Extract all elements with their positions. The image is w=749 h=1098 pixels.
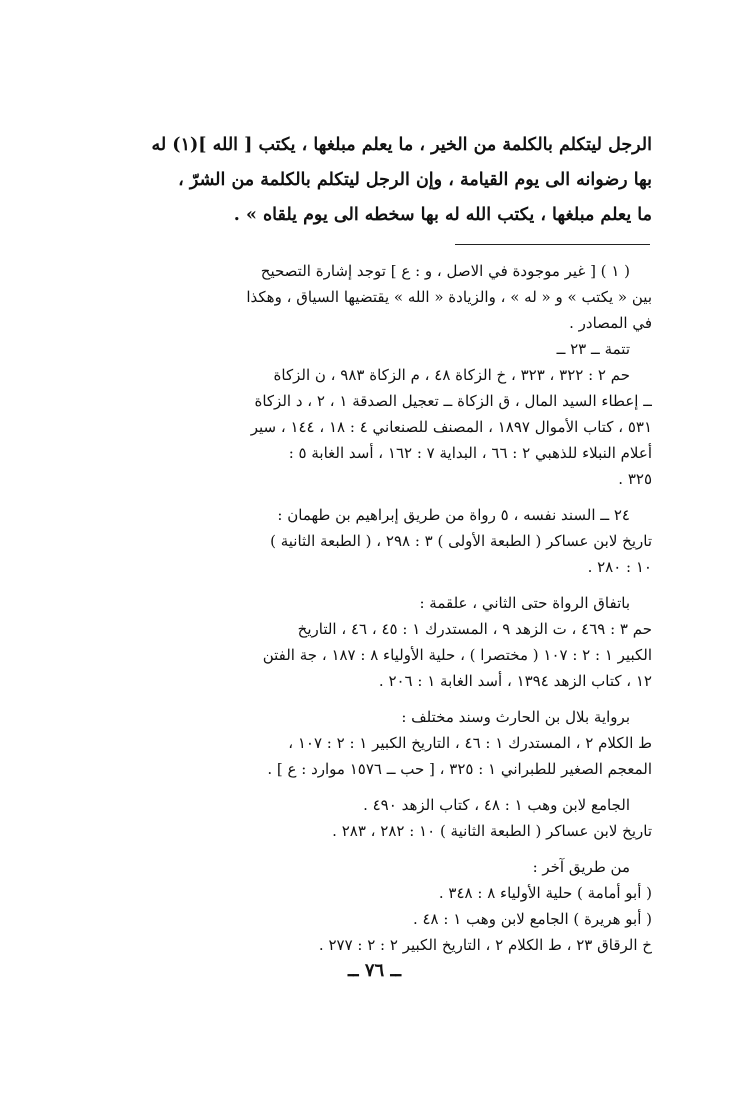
reference-line: برواية بلال بن الحارث وسند مختلف : [401, 708, 630, 726]
reference-group [130, 854, 652, 958]
reference-line: تاريخ لابن عساكر ( الطبعة الأولى ) ٣ : ٢٩٨ ، ( الطبعة الثانية ) [270, 532, 652, 550]
reference-group [130, 502, 652, 580]
main-line: الرجل ليتكلم بالكلمة من الخير ، ما يعلم مبلغها ، يكتب [ الله ](١) له [151, 135, 652, 155]
reference-group [130, 792, 652, 844]
page-number: ــ ٧٦ ــ [348, 960, 401, 981]
reference-line: ( أبو أمامة ) حلية الأولياء ٨ : ٣٤٨ . [438, 884, 652, 902]
notes-section [130, 258, 652, 958]
reference-line: حم ٣ : ٤٦٩ ، ت الزهد ٩ ، المستدرك ١ : ٤٥ ، ٤٦ ، التاريخ [297, 620, 652, 638]
footnote-separator [455, 244, 650, 245]
reference-line: ١٠ : ٢٨٠ . [587, 558, 652, 576]
reference-line: ١٢ ، كتاب الزهد ١٣٩٤ ، أسد الغابة ١ : ٢٠٦ . [378, 672, 652, 690]
reference-line: ط الكلام ٢ ، المستدرك ١ : ٤٦ ، التاريخ الكبير ١ : ٢ : ١٠٧ ، [288, 734, 652, 752]
reference-line: حم ٢ : ٣٢٢ ، ٣٢٣ ، خ الزكاة ٤٨ ، م الزكاة ٩٨٣ ، ن الزكاة [273, 366, 630, 384]
reference-line: المعجم الصغير للطبراني ١ : ٣٢٥ ، [ حب ــ ١٥٧٦ موارد : ع ] . [267, 760, 652, 778]
reference-line: ــ إعطاء السيد المال ، ق الزكاة ــ تعجيل الصدقة ١ ، ٢ ، د الزكاة [254, 392, 652, 410]
reference-group [130, 704, 652, 782]
main-line: بها رضوانه الى يوم القيامة ، وإن الرجل ليتكلم بالكلمة من الشرّ ، [178, 170, 652, 190]
reference-line: باتفاق الرواة حتى الثاني ، علقمة : [419, 594, 630, 612]
reference-line: تاريخ لابن عساكر ( الطبعة الثانية ) ١٠ : ٢٨٢ ، ٢٨٣ . [332, 822, 652, 840]
reference-line: أعلام النبلاء للذهبي ٢ : ٦٦ ، البداية ٧ : ١٦٢ ، أسد الغابة ٥ : [288, 444, 652, 462]
footnote [130, 258, 652, 336]
main-line: ما يعلم مبلغها ، يكتب الله له بها سخطه الى يوم يلقاه » . [233, 205, 652, 225]
reference-line: ٢٤ ــ السند نفسه ، ٥ رواة من طريق إبراهيم بن طهمان : [277, 506, 630, 524]
footnote-line: في المصادر . [569, 314, 652, 332]
reference-line: خ الرقاق ٢٣ ، ط الكلام ٢ ، التاريخ الكبير ٢ : ٢ : ٢٧٧ . [318, 936, 652, 954]
reference-group [130, 362, 652, 492]
reference-line: ٣٢٥ . [618, 470, 652, 488]
main-text [130, 128, 652, 233]
footnote-line: بين « يكتب » و « له » ، والزيادة « الله » يقتضيها السياق ، وهكذا [246, 288, 652, 306]
footnote-line: ( ١ ) [ غير موجودة في الاصل ، و : ع ] توجد إشارة التصحيح [260, 262, 630, 280]
reference-line: الكبير ١ : ٢ : ١٠٧ ( مختصرا ) ، حلية الأولياء ٨ : ١٨٧ ، جة الفتن [262, 646, 652, 664]
reference-line: ٥٣١ ، كتاب الأموال ١٨٩٧ ، المصنف للصنعاني ٤ : ١٨ ، ١٤٤ ، سير [250, 418, 652, 436]
tatimma-heading: تتمة ــ ٢٣ ــ [556, 340, 630, 358]
reference-line: من طريق آخر : [532, 858, 630, 876]
reference-line: الجامع لابن وهب ١ : ٤٨ ، كتاب الزهد ٤٩٠ . [363, 796, 630, 814]
reference-line: ( أبو هريرة ) الجامع لابن وهب ١ : ٤٨ . [412, 910, 652, 928]
reference-group [130, 590, 652, 694]
